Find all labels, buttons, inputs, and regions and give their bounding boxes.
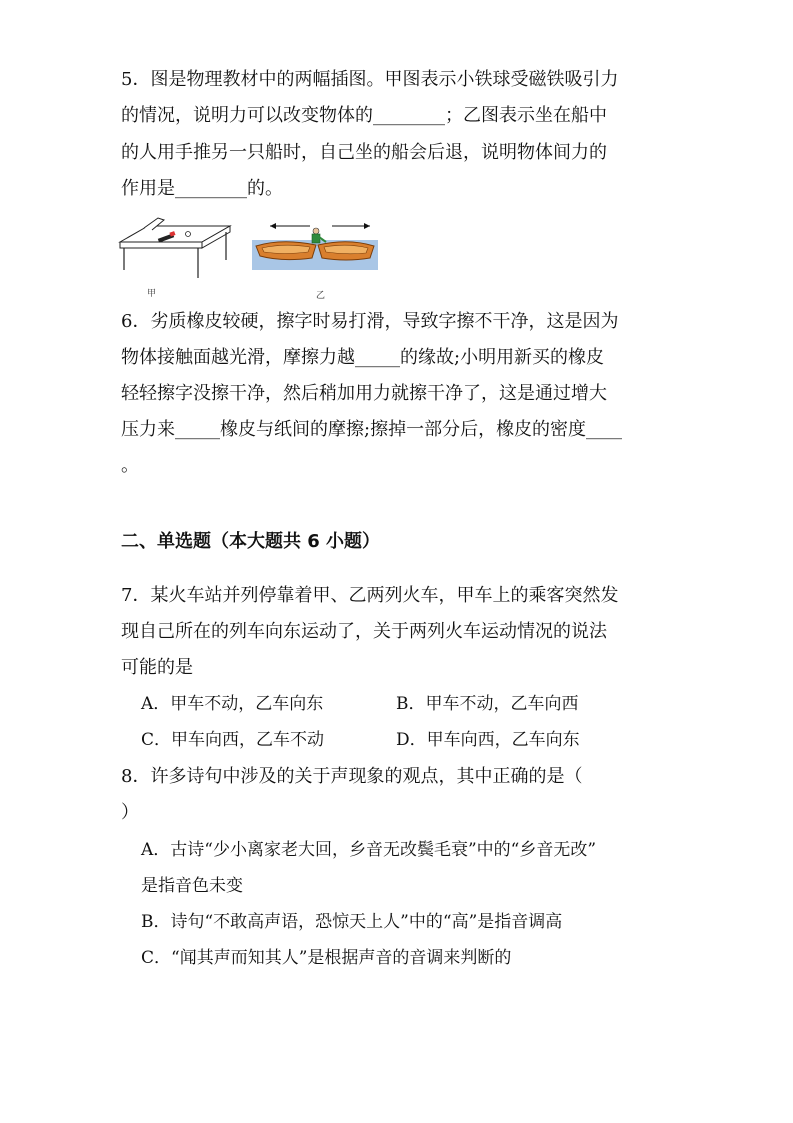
q5-line-1: 5．图是物理教材中的两幅插图。甲图表示小铁球受磁铁吸引力	[121, 69, 619, 90]
q7-line-2: 现自己所在的列车向东运动了，关于两列火车运动情况的说法	[121, 621, 607, 642]
q6-line-4: 压力来_____橡皮与纸间的摩擦;擦掉一部分后，橡皮的密度____	[121, 419, 623, 440]
q8-option-c: C．“闻其声而知其人”是根据声音的音调来判断的	[141, 948, 512, 968]
figure-magnet-table	[118, 212, 236, 284]
q6-line-1: 6．劣质橡皮较硬，擦字时易打滑，导致字擦不干净，这是因为	[121, 311, 619, 332]
figure-label-b: 乙	[316, 291, 326, 301]
q5-line-2: 的情况，说明力可以改变物体的________；乙图表示坐在船中	[121, 105, 607, 126]
q6-line-3: 轻轻擦字没擦干净，然后稍加用力就擦干净了，这是通过增大	[121, 383, 607, 404]
q8-line-1: 8．许多诗句中涉及的关于声现象的观点，其中正确的是（	[121, 766, 583, 787]
q7-option-a: A．甲车不动，乙车向东	[141, 694, 324, 714]
section-heading: 二、单选题（本大题共 6 小题）	[121, 531, 381, 552]
q8-option-b: B．诗句“不敢高声语，恐惊天上人”中的“高”是指音调高	[141, 912, 563, 932]
q7-option-c: C．甲车向西，乙车不动	[141, 730, 325, 750]
q6-line-2: 物体接触面越光滑，摩擦力越_____的缘故;小明用新买的橡皮	[121, 347, 605, 368]
q7-line-1: 7．某火车站并列停靠着甲、乙两列火车，甲车上的乘客突然发	[121, 585, 619, 606]
q5-line-3: 的人用手推另一只船时，自己坐的船会后退，说明物体间力的	[121, 142, 607, 163]
figure-boats	[252, 218, 378, 270]
figure-label-a: 甲	[147, 289, 157, 299]
q6-line-5: 。	[121, 455, 139, 476]
q8-option-a-continued: 是指音色未变	[141, 876, 243, 896]
q8-option-a: A．古诗“少小离家老大回，乡音无改鬓毛衰”中的“乡音无改”	[141, 840, 597, 860]
q7-line-3: 可能的是	[121, 657, 193, 678]
q7-option-b: B．甲车不动，乙车向西	[396, 694, 579, 714]
q8-line-2: ）	[121, 802, 139, 823]
q7-option-d: D．甲车向西，乙车向东	[396, 730, 580, 750]
q5-line-4: 作用是________的。	[121, 178, 283, 199]
